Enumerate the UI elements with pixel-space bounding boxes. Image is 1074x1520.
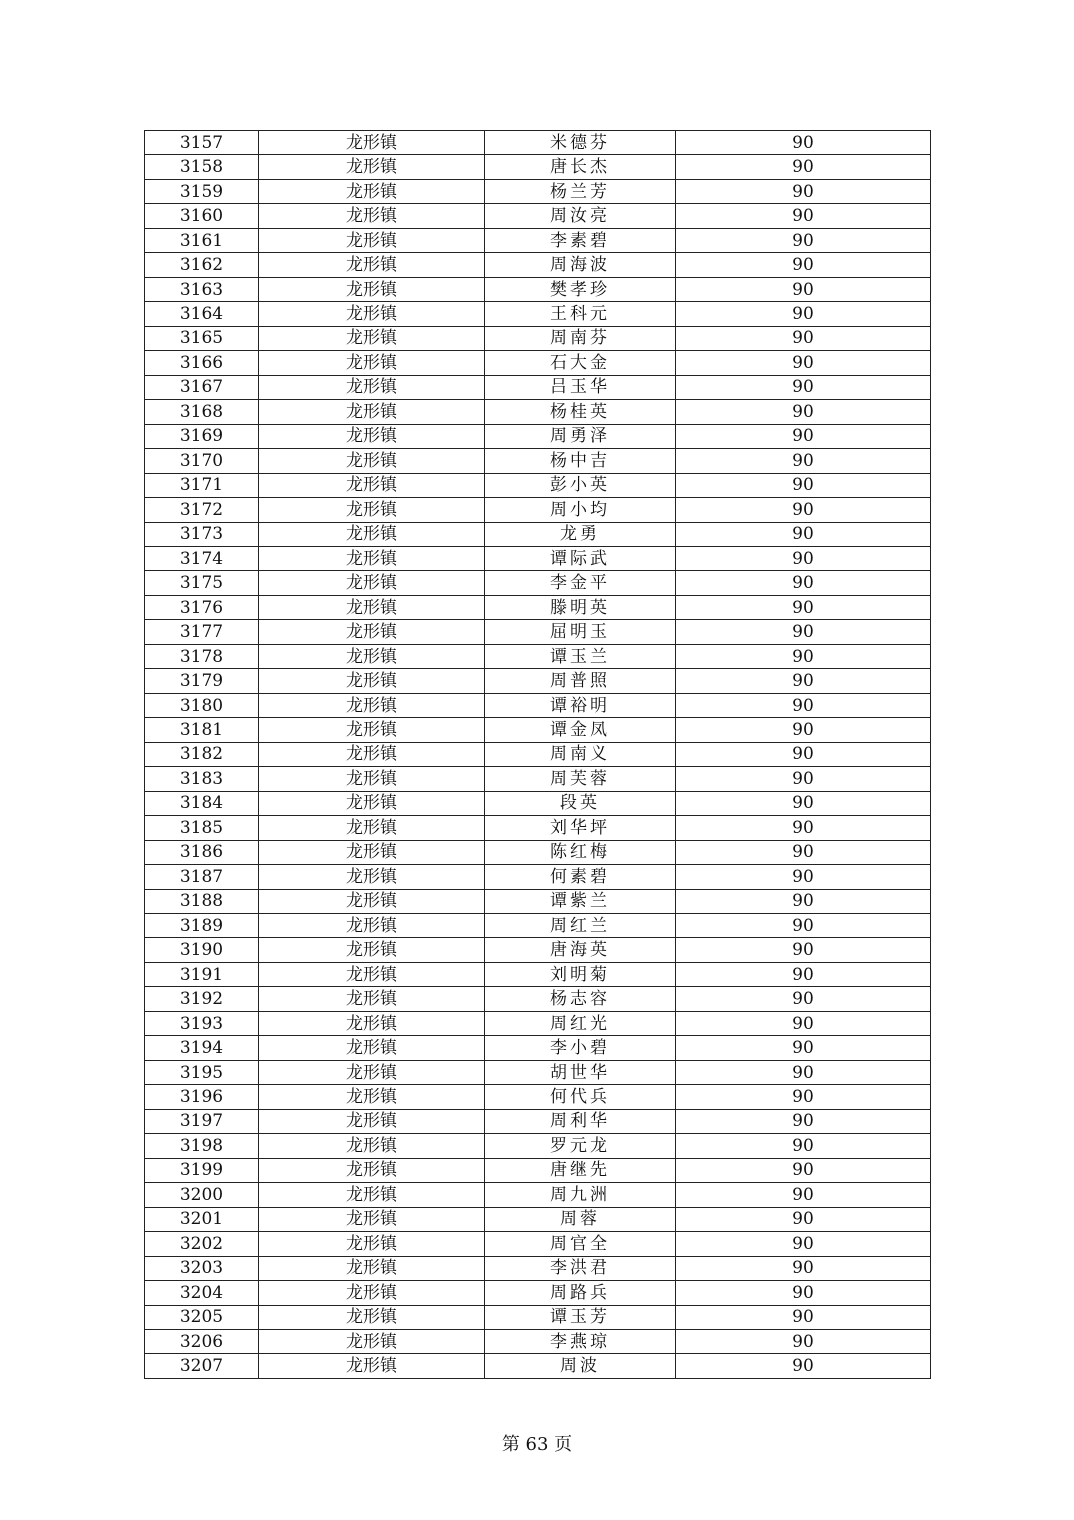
cell-score: 90 (676, 424, 931, 448)
cell-town: 龙形镇 (259, 669, 485, 693)
table-row (145, 987, 931, 1011)
cell-name: 周利华 (485, 1109, 676, 1133)
cell-town: 龙形镇 (259, 546, 485, 570)
table-row (145, 1281, 931, 1305)
table-row (145, 1134, 931, 1158)
cell-name: 谭际武 (485, 546, 676, 570)
table-row (145, 302, 931, 326)
table-row (145, 498, 931, 522)
cell-name: 周南芬 (485, 326, 676, 350)
cell-score: 90 (676, 155, 931, 179)
table-row (145, 449, 931, 473)
cell-name: 石大金 (485, 351, 676, 375)
cell-town: 龙形镇 (259, 473, 485, 497)
cell-score: 90 (676, 375, 931, 399)
cell-number: 3165 (145, 326, 259, 350)
cell-score: 90 (676, 1109, 931, 1133)
cell-score: 90 (676, 914, 931, 938)
cell-town: 龙形镇 (259, 718, 485, 742)
cell-score: 90 (676, 131, 931, 155)
cell-town: 龙形镇 (259, 1329, 485, 1353)
cell-score: 90 (676, 204, 931, 228)
cell-town: 龙形镇 (259, 1207, 485, 1231)
cell-number: 3158 (145, 155, 259, 179)
cell-number: 3167 (145, 375, 259, 399)
cell-number: 3200 (145, 1183, 259, 1207)
cell-score: 90 (676, 1256, 931, 1280)
cell-town: 龙形镇 (259, 1305, 485, 1329)
table-row (145, 620, 931, 644)
cell-number: 3196 (145, 1085, 259, 1109)
cell-town: 龙形镇 (259, 1256, 485, 1280)
cell-name: 杨兰芳 (485, 179, 676, 203)
table-row (145, 669, 931, 693)
cell-score: 90 (676, 1134, 931, 1158)
cell-number: 3178 (145, 644, 259, 668)
cell-score: 90 (676, 449, 931, 473)
cell-town: 龙形镇 (259, 742, 485, 766)
cell-number: 3203 (145, 1256, 259, 1280)
cell-name: 唐继先 (485, 1158, 676, 1182)
table-row (145, 424, 931, 448)
cell-number: 3162 (145, 253, 259, 277)
cell-name: 谭金凤 (485, 718, 676, 742)
table-row (145, 1060, 931, 1084)
cell-number: 3188 (145, 889, 259, 913)
cell-number: 3176 (145, 595, 259, 619)
table-row (145, 816, 931, 840)
cell-name: 段英 (485, 791, 676, 815)
cell-score: 90 (676, 1183, 931, 1207)
cell-number: 3164 (145, 302, 259, 326)
cell-town: 龙形镇 (259, 840, 485, 864)
cell-name: 彭小英 (485, 473, 676, 497)
cell-town: 龙形镇 (259, 1060, 485, 1084)
cell-town: 龙形镇 (259, 155, 485, 179)
table-row (145, 1011, 931, 1035)
cell-name: 周海波 (485, 253, 676, 277)
table-row (145, 571, 931, 595)
cell-number: 3207 (145, 1354, 259, 1378)
cell-score: 90 (676, 302, 931, 326)
table-row (145, 277, 931, 301)
cell-town: 龙形镇 (259, 131, 485, 155)
cell-score: 90 (676, 1281, 931, 1305)
table-row (145, 351, 931, 375)
table-row (145, 693, 931, 717)
cell-score: 90 (676, 1036, 931, 1060)
cell-number: 3159 (145, 179, 259, 203)
cell-town: 龙形镇 (259, 620, 485, 644)
cell-number: 3180 (145, 693, 259, 717)
cell-town: 龙形镇 (259, 326, 485, 350)
cell-town: 龙形镇 (259, 449, 485, 473)
cell-name: 杨中吉 (485, 449, 676, 473)
roster-table (144, 130, 931, 1379)
cell-town: 龙形镇 (259, 791, 485, 815)
cell-name: 胡世华 (485, 1060, 676, 1084)
cell-score: 90 (676, 253, 931, 277)
cell-number: 3175 (145, 571, 259, 595)
cell-town: 龙形镇 (259, 962, 485, 986)
cell-score: 90 (676, 1060, 931, 1084)
cell-number: 3186 (145, 840, 259, 864)
cell-name: 李燕琼 (485, 1329, 676, 1353)
cell-name: 周官全 (485, 1232, 676, 1256)
cell-number: 3204 (145, 1281, 259, 1305)
cell-town: 龙形镇 (259, 987, 485, 1011)
cell-town: 龙形镇 (259, 1011, 485, 1035)
cell-score: 90 (676, 1232, 931, 1256)
cell-number: 3173 (145, 522, 259, 546)
cell-name: 谭紫兰 (485, 889, 676, 913)
cell-town: 龙形镇 (259, 498, 485, 522)
cell-number: 3181 (145, 718, 259, 742)
table-row (145, 767, 931, 791)
cell-town: 龙形镇 (259, 865, 485, 889)
cell-score: 90 (676, 840, 931, 864)
cell-score: 90 (676, 669, 931, 693)
cell-name: 米德芬 (485, 131, 676, 155)
cell-name: 李洪君 (485, 1256, 676, 1280)
cell-town: 龙形镇 (259, 1134, 485, 1158)
cell-score: 90 (676, 595, 931, 619)
cell-score: 90 (676, 938, 931, 962)
table-row (145, 1085, 931, 1109)
cell-name: 何素碧 (485, 865, 676, 889)
table-row (145, 473, 931, 497)
cell-name: 龙勇 (485, 522, 676, 546)
table-row (145, 155, 931, 179)
cell-number: 3202 (145, 1232, 259, 1256)
table-row (145, 326, 931, 350)
cell-name: 王科元 (485, 302, 676, 326)
cell-score: 90 (676, 767, 931, 791)
table-row (145, 1354, 931, 1378)
table-row (145, 253, 931, 277)
cell-name: 周普照 (485, 669, 676, 693)
cell-town: 龙形镇 (259, 351, 485, 375)
table-row (145, 1207, 931, 1231)
cell-number: 3171 (145, 473, 259, 497)
cell-score: 90 (676, 277, 931, 301)
cell-name: 周九洲 (485, 1183, 676, 1207)
table-row (145, 204, 931, 228)
cell-name: 周勇泽 (485, 424, 676, 448)
cell-name: 谭裕明 (485, 693, 676, 717)
table-row (145, 228, 931, 252)
cell-score: 90 (676, 179, 931, 203)
cell-town: 龙形镇 (259, 253, 485, 277)
cell-name: 何代兵 (485, 1085, 676, 1109)
cell-town: 龙形镇 (259, 1158, 485, 1182)
cell-town: 龙形镇 (259, 400, 485, 424)
table-row (145, 400, 931, 424)
cell-number: 3192 (145, 987, 259, 1011)
cell-number: 3184 (145, 791, 259, 815)
cell-town: 龙形镇 (259, 1183, 485, 1207)
table-row (145, 179, 931, 203)
cell-number: 3166 (145, 351, 259, 375)
cell-score: 90 (676, 1207, 931, 1231)
cell-name: 樊孝珍 (485, 277, 676, 301)
cell-name: 陈红梅 (485, 840, 676, 864)
table-row (145, 1183, 931, 1207)
cell-number: 3198 (145, 1134, 259, 1158)
roster-table-body (145, 131, 931, 1379)
cell-score: 90 (676, 400, 931, 424)
cell-score: 90 (676, 1158, 931, 1182)
page-number: 第 63 页 (501, 1434, 573, 1455)
cell-town: 龙形镇 (259, 644, 485, 668)
cell-town: 龙形镇 (259, 1085, 485, 1109)
cell-score: 90 (676, 1329, 931, 1353)
cell-number: 3195 (145, 1060, 259, 1084)
cell-town: 龙形镇 (259, 302, 485, 326)
cell-name: 屈明玉 (485, 620, 676, 644)
cell-number: 3177 (145, 620, 259, 644)
cell-name: 滕明英 (485, 595, 676, 619)
cell-score: 90 (676, 791, 931, 815)
cell-name: 罗元龙 (485, 1134, 676, 1158)
cell-score: 90 (676, 351, 931, 375)
cell-town: 龙形镇 (259, 767, 485, 791)
cell-name: 李素碧 (485, 228, 676, 252)
table-row (145, 865, 931, 889)
cell-number: 3172 (145, 498, 259, 522)
cell-score: 90 (676, 326, 931, 350)
cell-town: 龙形镇 (259, 424, 485, 448)
table-row (145, 375, 931, 399)
table-row (145, 742, 931, 766)
cell-town: 龙形镇 (259, 1109, 485, 1133)
cell-number: 3182 (145, 742, 259, 766)
cell-name: 谭玉芳 (485, 1305, 676, 1329)
cell-number: 3187 (145, 865, 259, 889)
cell-number: 3199 (145, 1158, 259, 1182)
cell-name: 杨桂英 (485, 400, 676, 424)
cell-score: 90 (676, 1354, 931, 1378)
cell-score: 90 (676, 718, 931, 742)
cell-number: 3185 (145, 816, 259, 840)
cell-name: 周汝亮 (485, 204, 676, 228)
cell-number: 3157 (145, 131, 259, 155)
table-row (145, 1036, 931, 1060)
table-row (145, 1305, 931, 1329)
cell-score: 90 (676, 522, 931, 546)
cell-town: 龙形镇 (259, 1232, 485, 1256)
table-row (145, 791, 931, 815)
cell-number: 3170 (145, 449, 259, 473)
table-row (145, 938, 931, 962)
cell-number: 3168 (145, 400, 259, 424)
cell-number: 3194 (145, 1036, 259, 1060)
cell-score: 90 (676, 644, 931, 668)
cell-number: 3206 (145, 1329, 259, 1353)
cell-number: 3183 (145, 767, 259, 791)
cell-name: 吕玉华 (485, 375, 676, 399)
cell-name: 刘明菊 (485, 962, 676, 986)
cell-town: 龙形镇 (259, 693, 485, 717)
table-row (145, 1109, 931, 1133)
cell-town: 龙形镇 (259, 595, 485, 619)
cell-name: 周红光 (485, 1011, 676, 1035)
table-row (145, 595, 931, 619)
table-row (145, 644, 931, 668)
cell-score: 90 (676, 620, 931, 644)
cell-score: 90 (676, 962, 931, 986)
cell-score: 90 (676, 1011, 931, 1035)
cell-town: 龙形镇 (259, 228, 485, 252)
cell-town: 龙形镇 (259, 571, 485, 595)
cell-name: 周蓉 (485, 1207, 676, 1231)
cell-number: 3161 (145, 228, 259, 252)
cell-number: 3197 (145, 1109, 259, 1133)
cell-number: 3160 (145, 204, 259, 228)
cell-score: 90 (676, 987, 931, 1011)
cell-town: 龙形镇 (259, 816, 485, 840)
cell-town: 龙形镇 (259, 204, 485, 228)
cell-town: 龙形镇 (259, 914, 485, 938)
table-row (145, 962, 931, 986)
cell-score: 90 (676, 571, 931, 595)
cell-score: 90 (676, 473, 931, 497)
cell-score: 90 (676, 816, 931, 840)
cell-name: 周路兵 (485, 1281, 676, 1305)
cell-score: 90 (676, 865, 931, 889)
cell-name: 杨志容 (485, 987, 676, 1011)
cell-score: 90 (676, 693, 931, 717)
cell-score: 90 (676, 1305, 931, 1329)
cell-score: 90 (676, 742, 931, 766)
table-row (145, 546, 931, 570)
table-row (145, 522, 931, 546)
table-row (145, 840, 931, 864)
cell-number: 3191 (145, 962, 259, 986)
cell-name: 唐海英 (485, 938, 676, 962)
cell-name: 谭玉兰 (485, 644, 676, 668)
cell-number: 3201 (145, 1207, 259, 1231)
cell-score: 90 (676, 889, 931, 913)
cell-score: 90 (676, 228, 931, 252)
cell-name: 周红兰 (485, 914, 676, 938)
cell-town: 龙形镇 (259, 277, 485, 301)
cell-number: 3189 (145, 914, 259, 938)
cell-town: 龙形镇 (259, 1281, 485, 1305)
cell-town: 龙形镇 (259, 1036, 485, 1060)
cell-number: 3169 (145, 424, 259, 448)
cell-score: 90 (676, 1085, 931, 1109)
cell-town: 龙形镇 (259, 1354, 485, 1378)
cell-score: 90 (676, 546, 931, 570)
cell-name: 刘华坪 (485, 816, 676, 840)
cell-number: 3179 (145, 669, 259, 693)
cell-number: 3205 (145, 1305, 259, 1329)
table-row (145, 1232, 931, 1256)
cell-number: 3190 (145, 938, 259, 962)
table-row (145, 914, 931, 938)
cell-name: 周小均 (485, 498, 676, 522)
cell-town: 龙形镇 (259, 522, 485, 546)
cell-name: 唐长杰 (485, 155, 676, 179)
cell-name: 周芙蓉 (485, 767, 676, 791)
table-row (145, 718, 931, 742)
table-row (145, 1329, 931, 1353)
cell-name: 李金平 (485, 571, 676, 595)
table-row (145, 1158, 931, 1182)
cell-name: 李小碧 (485, 1036, 676, 1060)
cell-town: 龙形镇 (259, 938, 485, 962)
cell-score: 90 (676, 498, 931, 522)
cell-number: 3163 (145, 277, 259, 301)
table-row (145, 1256, 931, 1280)
table-row (145, 131, 931, 155)
cell-number: 3174 (145, 546, 259, 570)
cell-town: 龙形镇 (259, 179, 485, 203)
cell-name: 周波 (485, 1354, 676, 1378)
table-row (145, 889, 931, 913)
cell-number: 3193 (145, 1011, 259, 1035)
cell-town: 龙形镇 (259, 375, 485, 399)
cell-name: 周南义 (485, 742, 676, 766)
cell-town: 龙形镇 (259, 889, 485, 913)
